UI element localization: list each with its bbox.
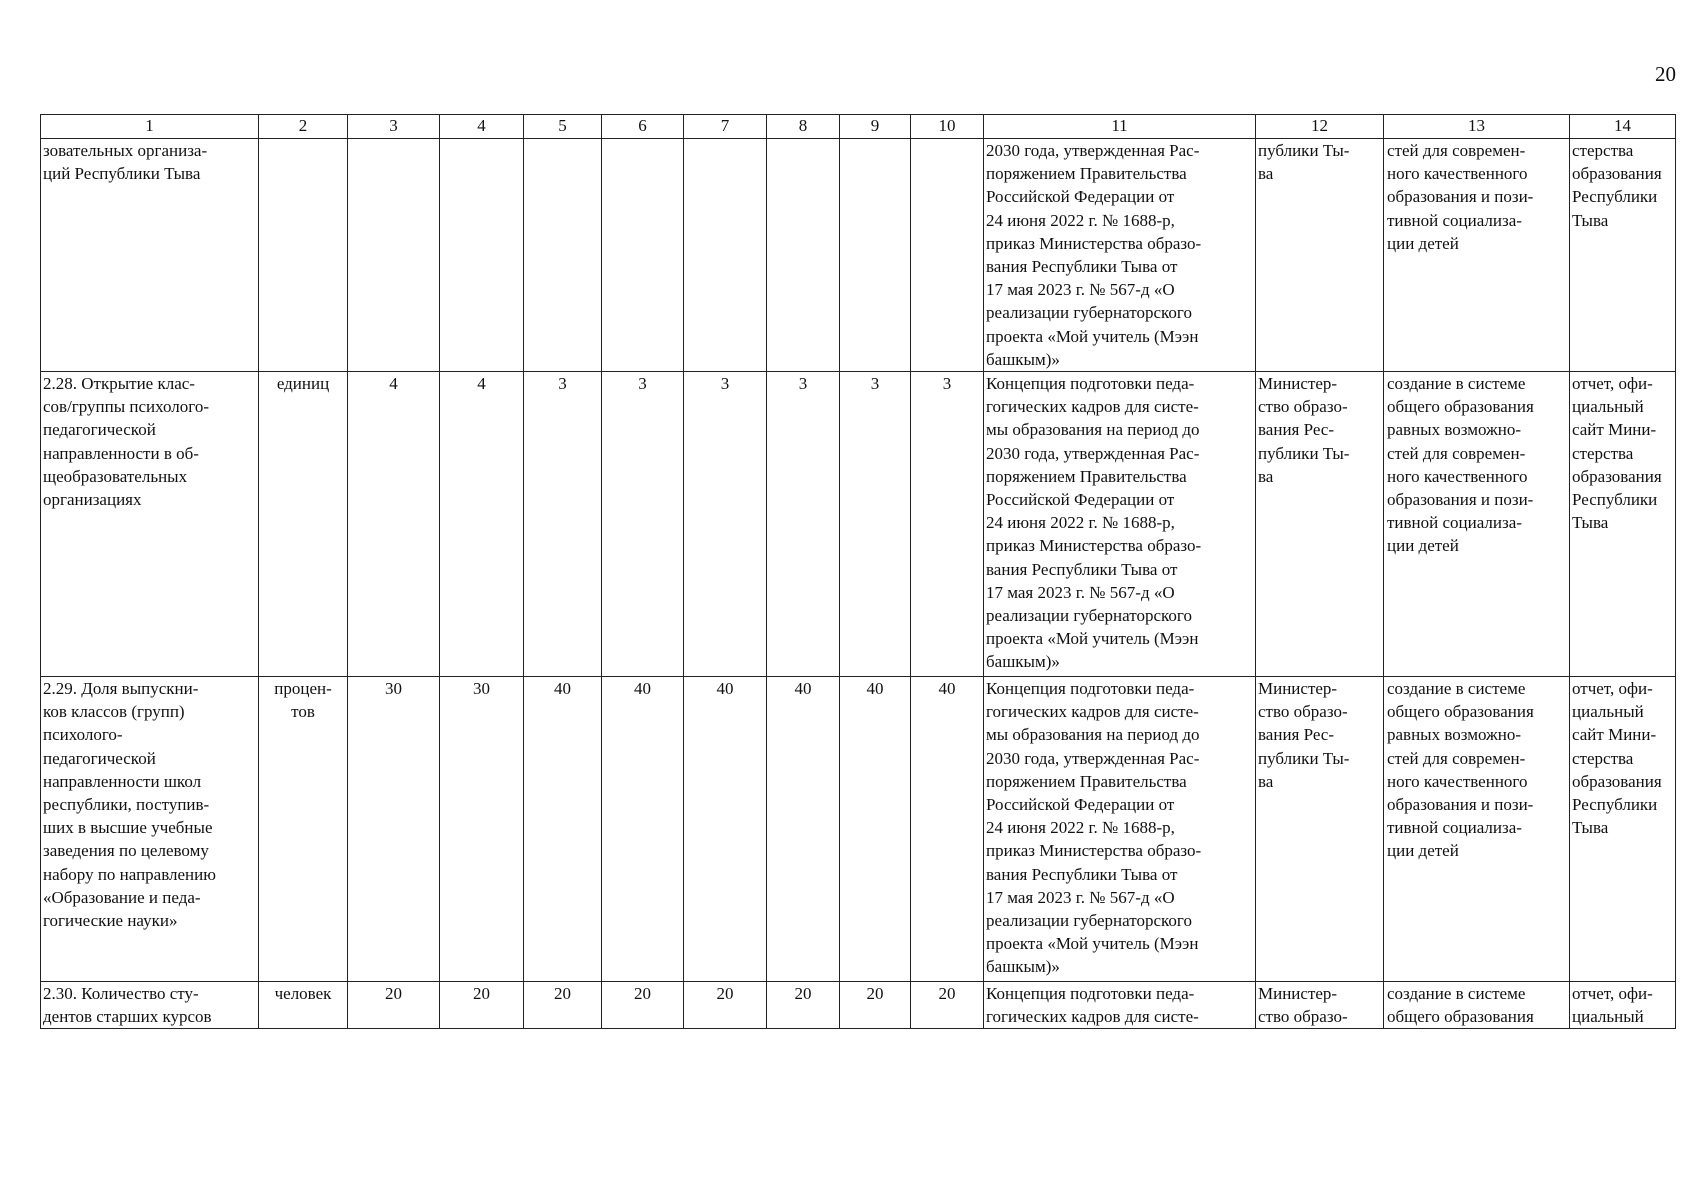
information-source: отчет, офи- циальный сайт Мини- стерства образования Республики Тыва — [1570, 372, 1676, 677]
value-cell: 20 — [767, 982, 840, 1029]
value-cell: 30 — [348, 677, 440, 982]
column-header: 13 — [1384, 115, 1570, 139]
value-cell — [348, 139, 440, 372]
value-cell — [840, 139, 911, 372]
document-basis: Концепция подготовки педа- гогических кадров для систе- мы образования на период до 2030 года, утвержденная Рас- поряжением Правительства Российской Федерации от 24 июня 2022 г. № 1688-р, приказ Министерства образо- вания Республики Тыва от 17 мая 2023 г. № 567-д «О реализации губернаторского проекта «Мой учитель (Мээн башкым)» — [984, 677, 1256, 982]
indicator-name: 2.29. Доля выпускни- ков классов (групп) психолого- педагогической направленности школ республики, поступив- ших в высшие учебные заведения по целевому набору по направлению «Образование и педа- гогические науки» — [41, 677, 259, 982]
responsible-body: Министер- ство образо- вания Рес- публики Ты- ва — [1256, 677, 1384, 982]
expected-result: создание в системе общего образования — [1384, 982, 1570, 1029]
value-cell: 40 — [767, 677, 840, 982]
value-cell: 3 — [684, 372, 767, 677]
value-cell: 30 — [440, 677, 524, 982]
responsible-body: Министер- ство образо- вания Рес- публики Ты- ва — [1256, 372, 1384, 677]
value-cell: 40 — [684, 677, 767, 982]
information-source: отчет, офи- циальный — [1570, 982, 1676, 1029]
value-cell: 3 — [602, 372, 684, 677]
expected-result: стей для современ- ного качественного образования и пози- тивной социализа- ции детей — [1384, 139, 1570, 372]
value-cell: 20 — [911, 982, 984, 1029]
expected-result: создание в системе общего образования равных возможно- стей для современ- ного качественного образования и пози- тивной социализа- ции детей — [1384, 372, 1570, 677]
value-cell — [524, 139, 602, 372]
responsible-body: публики Ты- ва — [1256, 139, 1384, 372]
column-header: 7 — [684, 115, 767, 139]
column-numbers-row — [41, 115, 1676, 139]
value-cell — [684, 139, 767, 372]
value-cell: 20 — [602, 982, 684, 1029]
column-header: 6 — [602, 115, 684, 139]
column-header: 5 — [524, 115, 602, 139]
indicator-name: зовательных организа- ций Республики Тыва — [41, 139, 259, 372]
unit-cell: единиц — [259, 372, 348, 677]
table-row — [41, 677, 1676, 982]
value-cell: 3 — [767, 372, 840, 677]
column-header: 10 — [911, 115, 984, 139]
value-cell: 20 — [684, 982, 767, 1029]
value-cell: 40 — [602, 677, 684, 982]
document-basis: Концепция подготовки педа- гогических кадров для систе- — [984, 982, 1256, 1029]
value-cell: 40 — [840, 677, 911, 982]
value-cell: 20 — [524, 982, 602, 1029]
value-cell: 3 — [911, 372, 984, 677]
value-cell: 3 — [840, 372, 911, 677]
responsible-body: Министер- ство образо- — [1256, 982, 1384, 1029]
value-cell: 40 — [911, 677, 984, 982]
value-cell: 40 — [524, 677, 602, 982]
value-cell: 20 — [348, 982, 440, 1029]
table-row — [41, 139, 1676, 372]
table-row — [41, 982, 1676, 1029]
column-header: 14 — [1570, 115, 1676, 139]
indicator-name: 2.30. Количество сту- дентов старших курсов — [41, 982, 259, 1029]
information-source: отчет, офи- циальный сайт Мини- стерства образования Республики Тыва — [1570, 677, 1676, 982]
column-header: 8 — [767, 115, 840, 139]
column-header: 2 — [259, 115, 348, 139]
value-cell: 3 — [524, 372, 602, 677]
value-cell: 4 — [348, 372, 440, 677]
value-cell: 20 — [840, 982, 911, 1029]
document-basis: Концепция подготовки педа- гогических кадров для систе- мы образования на период до 2030 года, утвержденная Рас- поряжением Правительства Российской Федерации от 24 июня 2022 г. № 1688-р, приказ Министерства образо- вания Республики Тыва от 17 мая 2023 г. № 567-д «О реализации губернаторского проекта «Мой учитель (Мээн башкым)» — [984, 372, 1256, 677]
column-header: 3 — [348, 115, 440, 139]
value-cell — [911, 139, 984, 372]
information-source: стерства образования Республики Тыва — [1570, 139, 1676, 372]
indicator-name: 2.28. Открытие клас- сов/группы психолого- педагогической направленности в об- щеобразовательных организациях — [41, 372, 259, 677]
column-header: 9 — [840, 115, 911, 139]
value-cell: 4 — [440, 372, 524, 677]
unit-cell: процен- тов — [259, 677, 348, 982]
value-cell: 20 — [440, 982, 524, 1029]
table-row — [41, 372, 1676, 677]
value-cell — [602, 139, 684, 372]
column-header: 4 — [440, 115, 524, 139]
page-number: 20 — [1655, 62, 1676, 86]
column-header: 11 — [984, 115, 1256, 139]
value-cell — [767, 139, 840, 372]
column-header: 12 — [1256, 115, 1384, 139]
value-cell — [440, 139, 524, 372]
unit-cell — [259, 139, 348, 372]
indicators-table — [40, 114, 1676, 1029]
unit-cell: человек — [259, 982, 348, 1029]
document-basis: 2030 года, утвержденная Рас- поряжением Правительства Российской Федерации от 24 июня 2022 г. № 1688-р, приказ Министерства образо- вания Республики Тыва от 17 мая 2023 г. № 567-д «О реализации губернаторского проекта «Мой учитель (Мээн башкым)» — [984, 139, 1256, 372]
column-header: 1 — [41, 115, 259, 139]
expected-result: создание в системе общего образования равных возможно- стей для современ- ного качественного образования и пози- тивной социализа- ции детей — [1384, 677, 1570, 982]
